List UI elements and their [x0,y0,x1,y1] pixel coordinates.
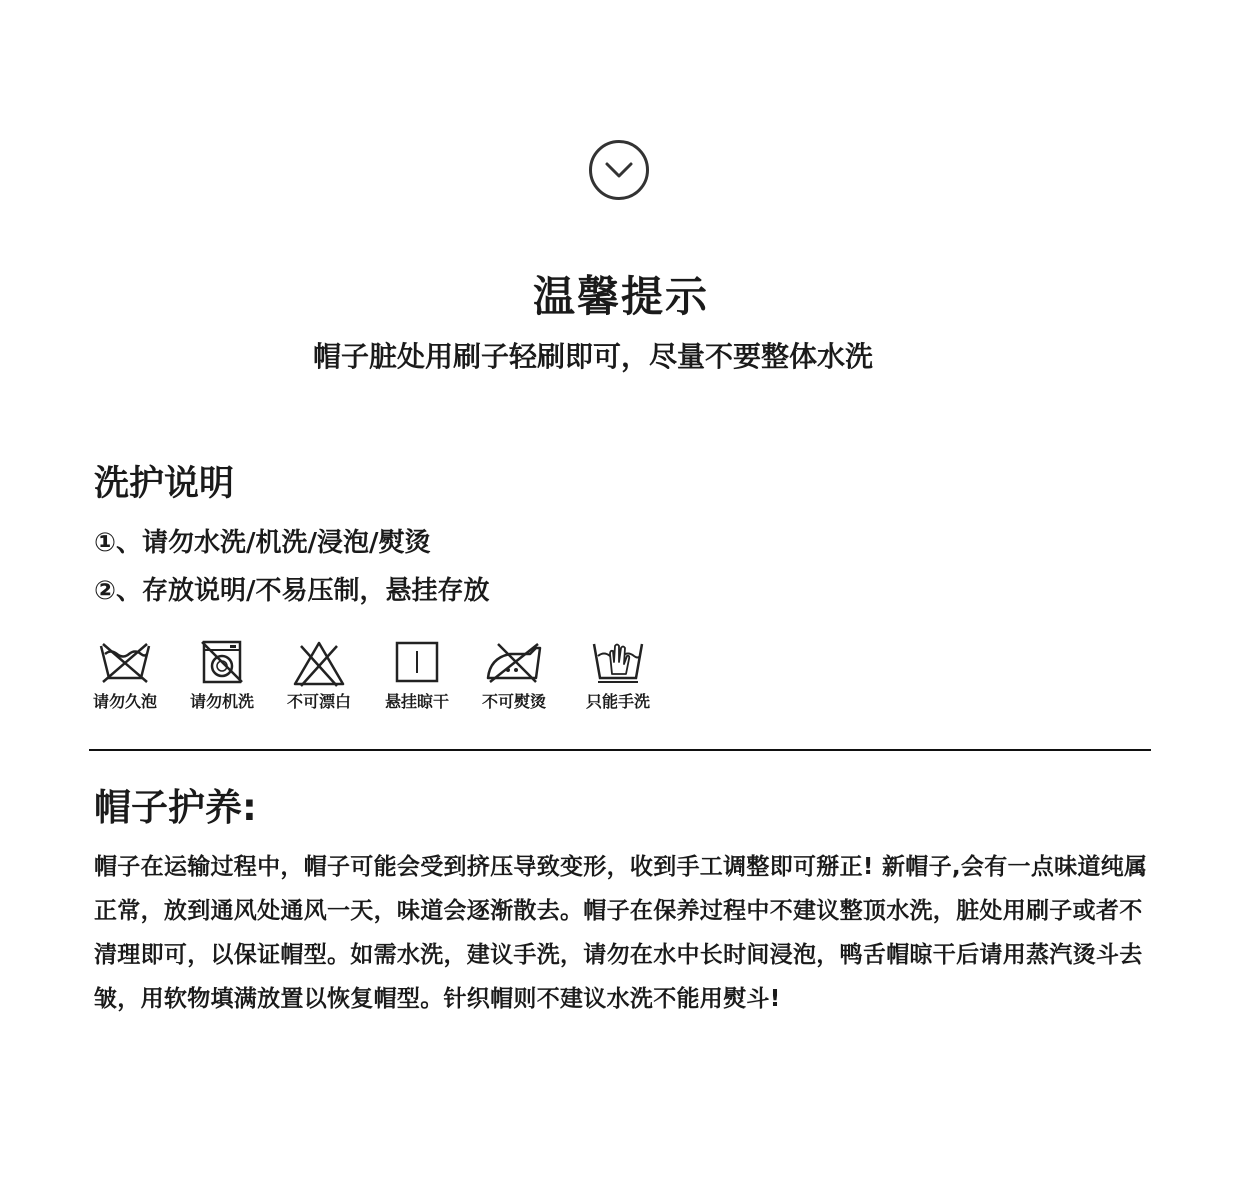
care-symbol-no-iron [464,640,564,712]
tip-title: 温馨提示 [532,272,709,321]
care-symbol-no-bleach [269,640,369,712]
section-divider [89,749,1151,751]
care-symbol-hang-dry [367,640,467,712]
no-iron-icon [484,640,544,684]
care-instructions-heading: 洗护说明 [94,464,235,504]
hat-care-body: 帽子在运输过程中，帽子可能会受到挤压导致变形，收到手工调整即可掰正! 新帽子,会有一点味道纯属正常，放到通风处通风一天，味道会逐渐散去。帽子在保养过程中不建议整顶水洗，脏处用刷子或者不清理即可，以保证帽型。如需水洗，建议手洗，请勿在水中长时间浸泡，鸭舌帽晾干后请用蒸汽烫斗去皱，用软物填满放置以恢复帽型。针织帽则不建议水洗不能用熨斗! [94,854,1148,1012]
symbol-label: 请勿机洗 [189,692,254,711]
no-bleach-icon [291,640,347,688]
no-machine-wash-icon [194,640,250,684]
symbol-label: 请勿久泡 [92,692,157,711]
care-symbol-no-soak [75,640,175,712]
care-rule-1: ①、请勿水洗/机洗/浸泡/熨烫 [94,528,431,558]
no-soak-icon [97,640,153,684]
hat-care-heading: 帽子护养: [94,786,257,829]
care-symbol-no-machine-wash [172,640,272,712]
symbol-label: 不可熨烫 [481,692,546,711]
symbol-label: 悬挂晾干 [384,692,449,711]
care-symbol-hand-wash [568,640,668,712]
tip-subtitle: 帽子脏处用刷子轻刷即可，尽量不要整体水洗 [312,340,873,373]
symbol-label: 只能手洗 [585,692,650,711]
symbol-label: 不可漂白 [286,692,351,711]
hand-wash-icon [590,640,646,684]
care-rule-2: ②、存放说明/不易压制，悬挂存放 [94,576,490,606]
hang-dry-icon [389,640,445,684]
scroll-down-chevron-icon [588,139,650,201]
